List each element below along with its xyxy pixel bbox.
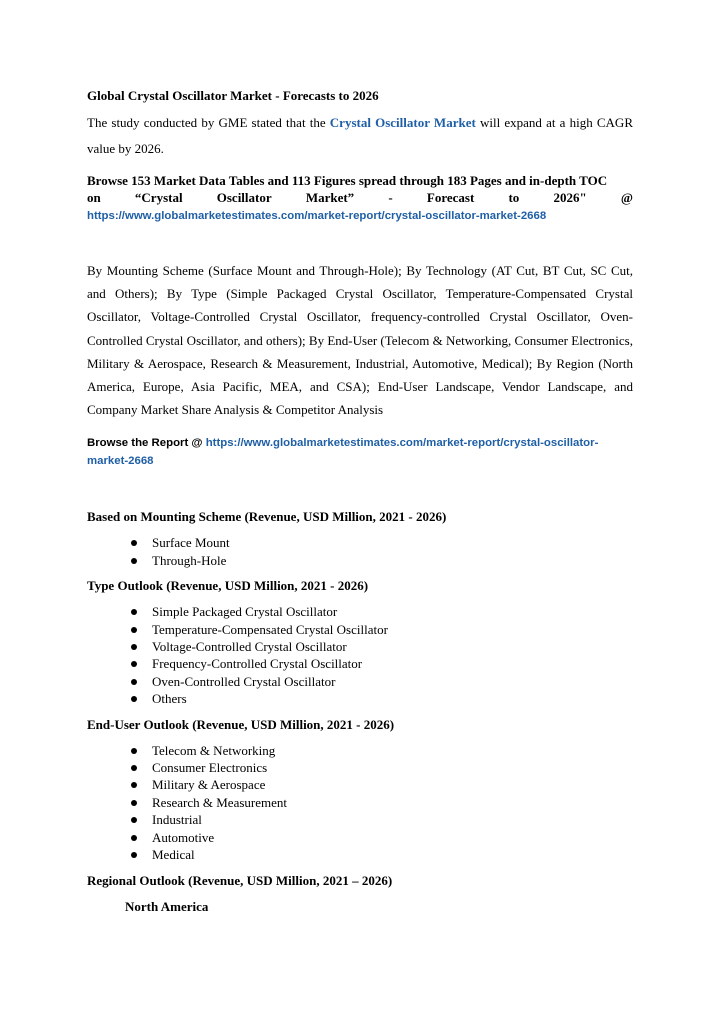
list-item: Research & Measurement	[131, 794, 633, 811]
toc-word: Forecast	[426, 190, 475, 205]
list-item: Medical	[131, 846, 633, 863]
toc-word: Market”	[305, 190, 355, 205]
toc-word: “Crystal	[134, 190, 183, 205]
mounting-scheme-list	[87, 534, 633, 569]
browse-report-block	[87, 434, 633, 470]
list-item: Surface Mount	[131, 534, 633, 551]
mounting-scheme-heading: Based on Mounting Scheme (Revenue, USD Million, 2021 - 2026)	[87, 509, 447, 525]
list-item: Military & Aerospace	[131, 776, 633, 793]
regional-outlook-heading: Regional Outlook (Revenue, USD Million, 2021 – 2026)	[87, 872, 393, 888]
report-scope-paragraph: By Mounting Scheme (Surface Mount and Through-Hole); By Technology (AT Cut, BT Cut, SC Cut, and Others); By Type (Simple Packaged Crystal Oscillator, Temperature-Compensated Crystal Oscillator, Voltage-Controlled Crystal Oscillator, frequency-controlled Crystal Oscillator, Oven-Controlled Crystal Oscillator, and others); By End-User (Telecom & Networking, Consumer Electronics, Military & Aerospace, Research & Measurement, Industrial, Automotive, Medical); By Region (North America, Europe, Asia Pacific, MEA, and CSA); End-User Landscape, Vendor Landscape, and Company Market Share Analysis & Competitor Analysis	[87, 263, 633, 418]
list-item: Simple Packaged Crystal Oscillator	[131, 603, 633, 620]
toc-word: -	[388, 190, 393, 205]
list-item: Frequency-Controlled Crystal Oscillator	[131, 655, 633, 672]
intro-paragraph	[87, 110, 633, 162]
crystal-oscillator-market-link[interactable]: Crystal Oscillator Market	[329, 115, 476, 130]
end-user-outlook-heading: End-User Outlook (Revenue, USD Million, 2021 - 2026)	[87, 716, 395, 732]
end-user-outlook-list	[87, 742, 633, 864]
toc-word: Oscillator	[216, 190, 272, 205]
toc-word: on	[87, 190, 101, 205]
region-north-america: North America	[125, 898, 209, 914]
document-title: Global Crystal Oscillator Market - Forecasts to 2026	[87, 88, 379, 103]
list-item: Voltage-Controlled Crystal Oscillator	[131, 638, 633, 655]
intro-text-before: The study conducted by GME stated that the	[87, 115, 330, 130]
list-item: Automotive	[131, 829, 633, 846]
list-item: Others	[131, 690, 633, 707]
browse-toc-line1: Browse 153 Market Data Tables and 113 Figures spread through 183 Pages and in-depth TOC	[87, 173, 608, 188]
toc-word: @	[620, 190, 633, 205]
document-body	[87, 86, 633, 916]
list-item: Telecom & Networking	[131, 742, 633, 759]
toc-word: to	[508, 190, 520, 205]
list-item: Consumer Electronics	[131, 759, 633, 776]
browse-report-label: Browse the Report @	[87, 437, 206, 450]
list-item: Oven-Controlled Crystal Oscillator	[131, 673, 633, 690]
toc-word: 2026"	[553, 190, 587, 205]
type-outlook-list	[87, 603, 633, 707]
browse-toc-block	[87, 172, 633, 225]
type-outlook-heading: Type Outlook (Revenue, USD Million, 2021 - 2026)	[87, 578, 369, 594]
toc-report-url-link[interactable]: https://www.globalmarketestimates.com/market-report/crystal-oscillator-market-2668	[87, 210, 547, 222]
browse-report-url-link[interactable]: https://www.globalmarketestimates.com/market-report/crystal-oscillator-market-2668	[87, 437, 599, 468]
list-item: Industrial	[131, 811, 633, 828]
browse-toc-line2	[87, 189, 633, 206]
intro-text-after: will expand at a high CAGR value by 2026.	[87, 115, 633, 156]
list-item: Through-Hole	[131, 552, 633, 569]
list-item: Temperature-Compensated Crystal Oscillator	[131, 621, 633, 638]
